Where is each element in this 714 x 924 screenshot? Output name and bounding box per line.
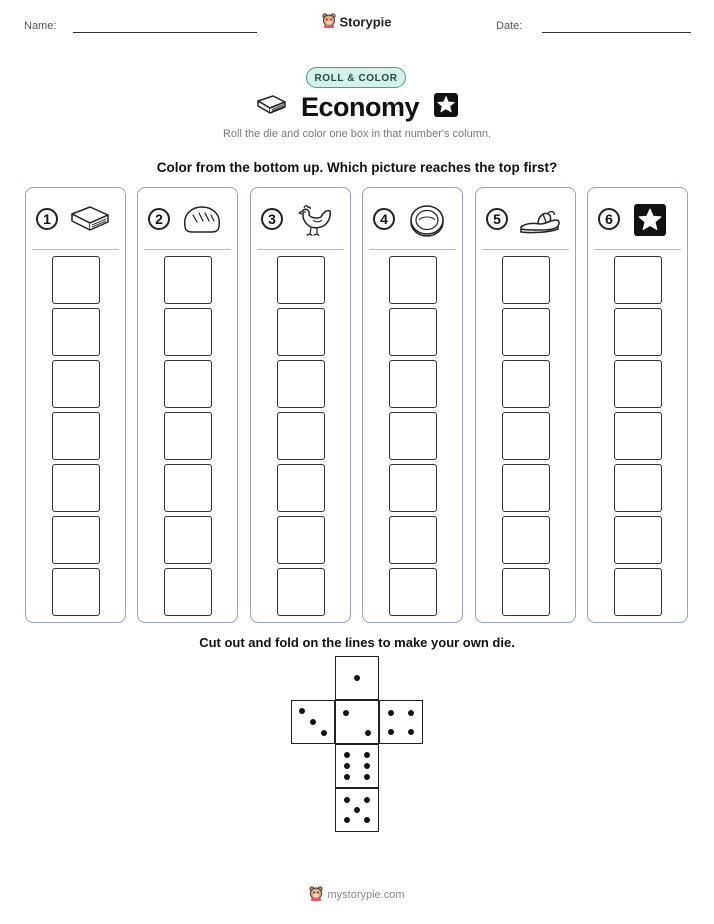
pip: [408, 729, 414, 735]
column-6: [587, 187, 688, 623]
color-box[interactable]: [164, 412, 212, 460]
pip: [364, 774, 370, 780]
color-box[interactable]: [52, 360, 100, 408]
subtitle: Roll the die and color one box in that number's column.: [222, 128, 492, 140]
column-number: 4: [373, 208, 395, 230]
color-box[interactable]: [389, 308, 437, 356]
bear-logo-icon: [322, 13, 336, 31]
column-number: 6: [598, 208, 620, 230]
pip: [408, 710, 414, 716]
column-divider: [144, 249, 231, 250]
column-divider: [369, 249, 456, 250]
die-face-4: [379, 700, 423, 744]
color-box[interactable]: [614, 464, 662, 512]
color-box[interactable]: [502, 308, 550, 356]
column-divider: [594, 249, 681, 250]
color-box[interactable]: [614, 412, 662, 460]
color-box[interactable]: [164, 256, 212, 304]
color-box[interactable]: [389, 360, 437, 408]
color-box[interactable]: [164, 516, 212, 564]
color-box[interactable]: [277, 360, 325, 408]
pip: [344, 817, 350, 823]
name-label: Name:: [24, 20, 57, 32]
column-divider: [257, 249, 344, 250]
star-badge-icon: [630, 202, 674, 238]
color-box[interactable]: [277, 308, 325, 356]
color-box[interactable]: [614, 308, 662, 356]
brand-logo: [0, 13, 714, 31]
pip: [354, 807, 360, 813]
die-instruction: Cut out and fold on the lines to make your own die.: [199, 635, 515, 650]
color-box[interactable]: [52, 516, 100, 564]
color-box[interactable]: [164, 308, 212, 356]
die-face-3: [291, 700, 335, 744]
column-number: 1: [36, 208, 58, 230]
bear-logo-icon: [309, 886, 323, 904]
color-box[interactable]: [277, 256, 325, 304]
book-icon: [255, 93, 287, 122]
pip: [388, 710, 394, 716]
pip: [365, 730, 371, 736]
color-box[interactable]: [52, 256, 100, 304]
die-face-6: [335, 744, 379, 788]
pip: [344, 797, 350, 803]
color-box[interactable]: [502, 464, 550, 512]
color-box[interactable]: [389, 412, 437, 460]
color-box[interactable]: [52, 464, 100, 512]
color-box[interactable]: [614, 256, 662, 304]
pip: [299, 708, 305, 714]
column-number: 2: [148, 208, 170, 230]
pip: [364, 797, 370, 803]
color-box[interactable]: [502, 256, 550, 304]
color-box[interactable]: [277, 464, 325, 512]
book-icon: [68, 202, 112, 238]
pip: [321, 730, 327, 736]
color-box[interactable]: [614, 516, 662, 564]
sandal-icon: [518, 202, 562, 238]
color-box[interactable]: [502, 568, 550, 616]
pip: [310, 719, 316, 725]
pip: [343, 710, 349, 716]
date-label: Date:: [496, 20, 523, 32]
pip: [344, 774, 350, 780]
color-box[interactable]: [502, 516, 550, 564]
color-box[interactable]: [164, 464, 212, 512]
star-badge-icon: [433, 92, 459, 123]
color-box[interactable]: [277, 412, 325, 460]
pip: [354, 675, 360, 681]
color-box[interactable]: [389, 568, 437, 616]
coin-icon: [405, 202, 449, 238]
pip: [344, 752, 350, 758]
column-divider: [482, 249, 569, 250]
column-1: [25, 187, 126, 623]
footer: [0, 886, 714, 904]
column-number: 3: [261, 208, 283, 230]
die-face-1: [335, 656, 379, 700]
color-box[interactable]: [277, 568, 325, 616]
color-box[interactable]: [389, 516, 437, 564]
color-box[interactable]: [614, 360, 662, 408]
color-box[interactable]: [502, 412, 550, 460]
pip: [364, 817, 370, 823]
color-box[interactable]: [52, 308, 100, 356]
column-divider: [32, 249, 119, 250]
column-2: [137, 187, 238, 623]
color-box[interactable]: [614, 568, 662, 616]
color-box[interactable]: [164, 360, 212, 408]
die-face-5: [335, 788, 379, 832]
column-3: [250, 187, 351, 623]
column-4: [362, 187, 463, 623]
color-box[interactable]: [389, 256, 437, 304]
instruction: Color from the bottom up. Which picture reaches the top first?: [156, 160, 558, 175]
column-5: [475, 187, 576, 623]
color-box[interactable]: [277, 516, 325, 564]
die-face-2: [335, 700, 379, 744]
color-box[interactable]: [52, 568, 100, 616]
page-title: Economy: [300, 92, 420, 122]
color-box[interactable]: [389, 464, 437, 512]
bread-icon: [180, 202, 224, 238]
activity-badge: ROLL & COLOR: [306, 67, 406, 88]
pip: [364, 752, 370, 758]
pip: [364, 763, 370, 769]
column-number: 5: [486, 208, 508, 230]
brand-name: Storypie: [339, 14, 392, 30]
pip: [388, 729, 394, 735]
title-row: [0, 92, 714, 123]
chicken-icon: [293, 202, 337, 238]
pip: [344, 763, 350, 769]
footer-url[interactable]: mystorypie.com: [327, 889, 405, 901]
color-box[interactable]: [164, 568, 212, 616]
date-line: [542, 32, 691, 33]
color-box[interactable]: [502, 360, 550, 408]
color-box[interactable]: [52, 412, 100, 460]
name-line: [73, 32, 257, 33]
